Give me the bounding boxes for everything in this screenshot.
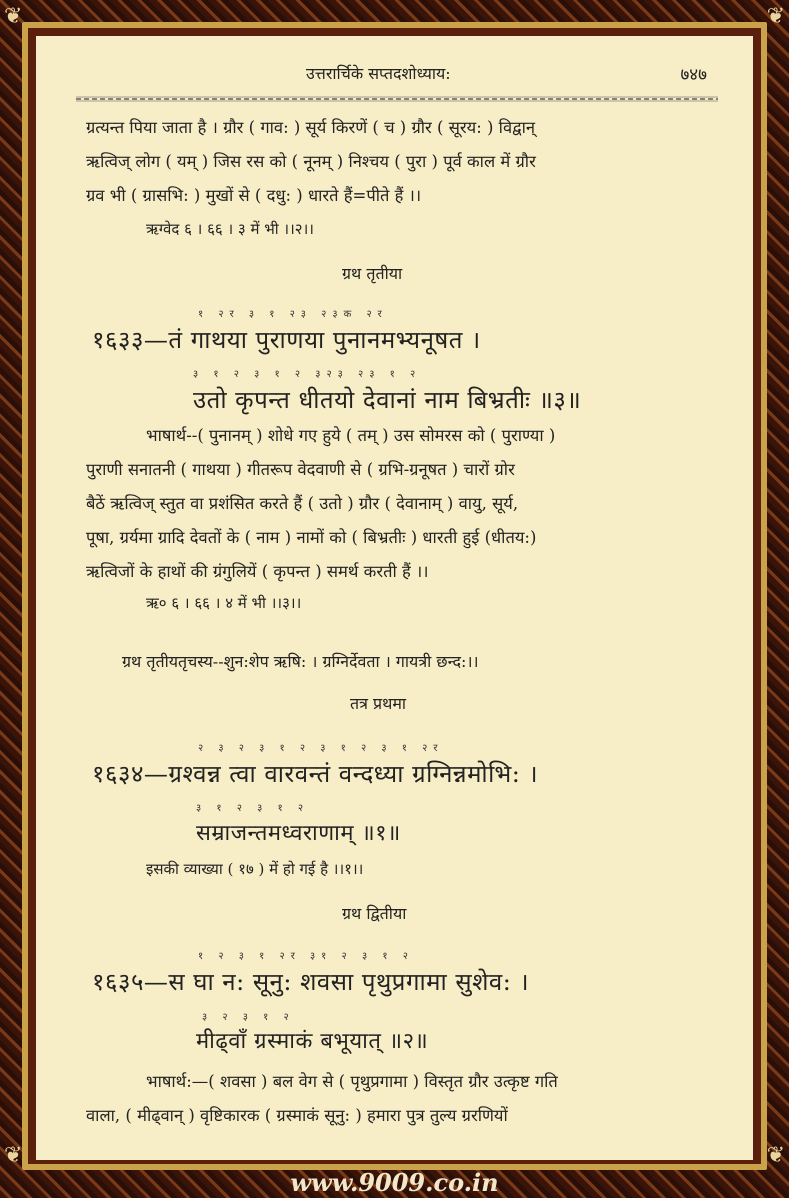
text-line: बैठें ऋत्विज् स्तुत वा प्रशंसित करते हैं ( उतो ) ग्रौर ( देवानाम् ) वायु, सूर्य, (86, 494, 519, 513)
text-line: पूषा, ग्रर्यमा ग्रादि देवतों के ( नाम ) नामों को ( बिभ्रतीः ) धारती हुई (धीतय:) (86, 528, 537, 547)
reference-line: इसकी व्याख्या ( १७ ) में हो गई है ।।१।। (146, 860, 364, 878)
header-rule (76, 94, 718, 104)
page-header (36, 62, 753, 92)
chapter-title: उत्तरार्चिके सप्तदशोध्याय: (306, 64, 451, 83)
corner-ornament-icon: ❦ (4, 1143, 23, 1168)
book-page (36, 36, 753, 1160)
section-heading: तत्र प्रथमा (350, 694, 407, 713)
text-line: ऋत्विज् लोग ( यम् ) जिस रस को ( नूनम् ) निश्चय ( पुरा ) पूर्व काल में ग्रौर (86, 152, 536, 171)
corner-ornament-icon: ❦ (4, 4, 23, 29)
text-line: भाषार्थ--( पुनानम् ) शोधे गए हुये ( तम् ) उस सोमरस को ( पुराण्या ) (146, 426, 556, 445)
text-line: भाषार्थ:—( शवसा ) बल वेग से ( पृथुप्रगामा ) विस्तृत ग्रौर उत्कृष्ट गति (146, 1072, 558, 1091)
mantra-line: मीढ्वाँ ग्रस्माकं बभूयात् ॥२॥ (196, 1029, 429, 1054)
section-heading: ग्रथ द्वितीया (342, 904, 407, 923)
mantra-line: १६३४—ग्रश्वन्न त्वा वारवन्तं वन्दध्या ग्रग्निन्नमोभि: । (92, 760, 539, 788)
text-line: ग्रव भी ( ग्रासभि: ) मुखों से ( दधु: ) धारते हैं=पीते हैं ।। (86, 186, 422, 205)
text-line: ग्रत्यन्त पिया जाता है । ग्रौर ( गाव: ) सूर्य किरणें ( च ) ग्रौर ( सूरय: ) विद्वान् (86, 118, 536, 137)
reference-line: ऋग्वेद ६ । ६६ । ३ में भी ।।२।। (146, 220, 314, 238)
trica-intro: ग्रथ तृतीयतृचस्य--शुन:शेप ऋषि: । ग्रग्निर्देवता । गायत्री छन्द:।। (122, 652, 479, 671)
reference-line: ऋ० ६ । ६६ । ४ में भी ।।३।। (146, 594, 302, 612)
mantra-line: सम्राजन्तमध्वराणाम् ॥१॥ (196, 821, 401, 846)
svara-marks: ३ १ २ ३ १ २ ३२३ २३ १ २ (193, 369, 422, 380)
mantra-line: उतो कृपन्त धीतयो देवानां नाम बिभ्रतीः ॥३॥ (193, 386, 582, 414)
svara-marks: ३ २ ३ १ २ (202, 1012, 295, 1023)
section-heading: ग्रथ तृतीया (342, 264, 403, 283)
corner-ornament-icon: ❦ (766, 1143, 785, 1168)
text-line: ऋत्विजों के हाथों की ग्रंगुलियें ( कृपन्त ) समर्थ करती हैं ।। (86, 562, 429, 581)
svara-marks: १ २र ३ १ २३ २३क २र (198, 309, 388, 320)
svara-marks: २ ३ २ ३ १ २ ३ १ २ ३ १ २र (198, 743, 444, 754)
page-number: ७४७ (680, 65, 707, 85)
text-line: वाला, ( मीढ्वान् ) वृष्टिकारक ( ग्रस्माकं सूनु: ) हमारा पुत्र तुल्य ग्ररणियों (86, 1106, 508, 1125)
svara-marks: १ २ ३ १ २र ३१ २ ३ १ २ (198, 951, 414, 962)
svara-marks: ३ १ २ ३ १ २ (196, 803, 310, 814)
mantra-line: १६३३—तं गाथया पुराणया पुनानमभ्यनूषत । (92, 326, 481, 354)
text-line: पुराणी सनातनी ( गाथया ) गीतरूप वेदवाणी से ( ग्रभि-ग्रनूषत ) चारों ग्रोर (86, 460, 515, 479)
mantra-line: १६३५—स घा न: सूनु: शवसा पृथुप्रगामा सुशेव: । (92, 968, 530, 996)
corner-ornament-icon: ❦ (766, 4, 785, 29)
website-watermark: www.9009.co.in (290, 1168, 499, 1197)
